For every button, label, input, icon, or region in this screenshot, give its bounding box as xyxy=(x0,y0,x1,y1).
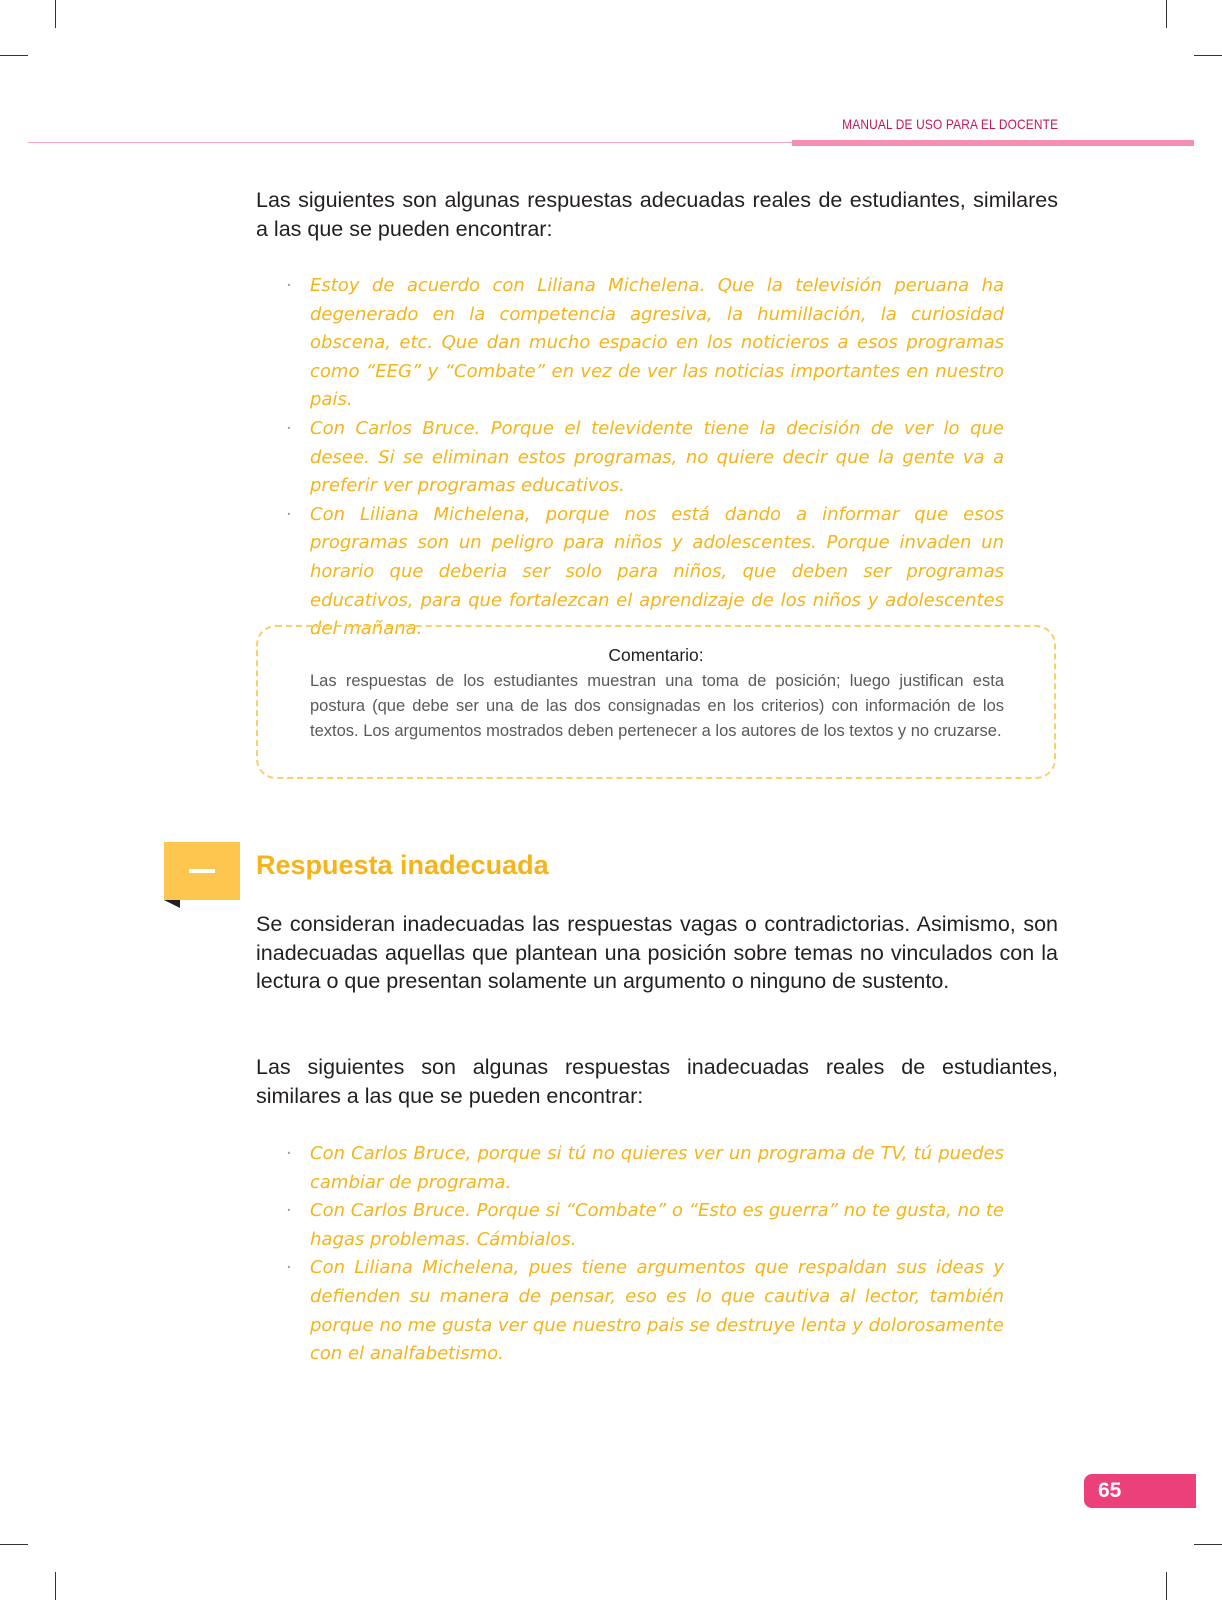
comment-text: Las respuestas de los estudiantes muestran una toma de posición; luego justifican esta postura (que debe ser una de las dos consignadas en los criterios) con información de los textos. Los argumentos mostrados deben pertenecer a los autores de los textos y no cruzarse. xyxy=(310,672,1004,740)
inadequate-description: Se consideran inadecuadas las respuestas vagas o contradictorias. Asimismo, son inadecuadas aquellas que plantean una posición sobre temas no vinculados con la lectura o que presentan solamente un argumento o ninguno de sustento. xyxy=(256,912,1058,993)
section-title: Respuesta inadecuada xyxy=(256,850,549,880)
crop-mark xyxy=(55,1572,56,1600)
crop-mark xyxy=(1166,1572,1167,1600)
page-number: 65 xyxy=(1098,1479,1122,1502)
list-item: · Estoy de acuerdo con Liliana Michelena. Que la televisión peruana ha degenerado en la competencia agresiva, la humillación, la curiosidad obscena, etc. Que dan mucho espacio en los noticieros a esos programas como “EEG” y “Combate” en vez de ver las noticias importantes en nuestro pais. xyxy=(286,272,1004,415)
section-badge-fold xyxy=(164,900,180,908)
inadequate-answers-list xyxy=(286,1140,1004,1369)
crop-mark xyxy=(1194,55,1222,56)
list-item: · Con Liliana Michelena, porque nos está dando a informar que esos programas son un peligro para niños y adolescentes. Porque invaden un horario que deberia ser solo para niños, que deben ser programas educativos, para que fortalezcan el aprendizaje de los niños y adolescentes del mañana. xyxy=(286,501,1004,644)
comment-title: Comentario: xyxy=(608,645,704,665)
crop-mark xyxy=(1166,0,1167,28)
crop-mark xyxy=(55,0,56,28)
crop-mark xyxy=(0,55,28,56)
list-item: · Con Carlos Bruce, porque si tú no quieres ver un programa de TV, tú puedes cambiar de programa. xyxy=(286,1140,1004,1197)
crop-mark xyxy=(1194,1544,1222,1545)
section-badge xyxy=(164,842,240,900)
adequate-answers-list xyxy=(286,272,1004,644)
running-header: MANUAL DE USO PARA EL DOCENTE xyxy=(841,116,1058,132)
page-number-tab xyxy=(1084,1474,1196,1508)
list-item: · Con Carlos Bruce. Porque si “Combate” o “Esto es guerra” no te gusta, no te hagas problemas. Cámbialos. xyxy=(286,1197,1004,1254)
list-item: · Con Carlos Bruce. Porque el televidente tiene la decisión de ver lo que desee. Si se eliminan estos programas, no quiere decir que la gente va a preferir ver programas educativos. xyxy=(286,415,1004,501)
minus-icon xyxy=(189,869,215,873)
list-item: · Con Liliana Michelena, pues tiene argumentos que respaldan sus ideas y defienden su manera de pensar, eso es lo que cautiva al lector, también porque no me gusta ver que nuestro pais se destruye lenta y dolorosamente con el analfabetismo. xyxy=(286,1254,1004,1368)
intro-adequate-paragraph: Las siguientes son algunas respuestas adecuadas reales de estudiantes, similares a las que se pueden encontrar: xyxy=(256,188,1058,241)
intro-inadequate-paragraph: Las siguientes son algunas respuestas inadecuadas reales de estudiantes, similares a las que se pueden encontrar: xyxy=(256,1055,1058,1108)
header-accent-bar xyxy=(792,140,1194,146)
comment-box xyxy=(256,625,1056,779)
crop-mark xyxy=(0,1544,28,1545)
